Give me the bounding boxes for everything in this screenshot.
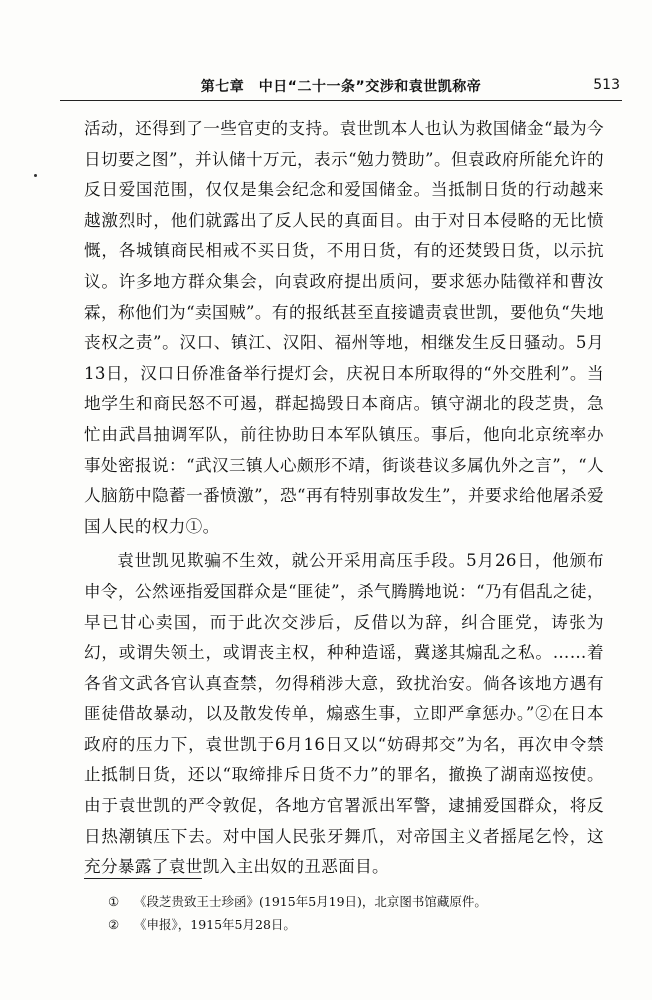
- running-header: [60, 74, 622, 101]
- footnotes: [108, 890, 608, 936]
- margin-speck: [34, 174, 37, 177]
- paragraph-2: 袁世凯见欺骗不生效，就公开采用高压手段。5月26日，他颁布申令，公然诬指爱国群众是“匪徒”，杀气腾腾地说：“乃有倡乱之徒，早已甘心卖国，而于此次交涉后，反借以为辞，纠合匪党，诪张为幻，或谓失领土，或谓丧主权，种种造谣，冀遂其煽乱之私。……着各省文武各官认真查禁，勿得稍涉大意，致扰治安。倘各该地方遇有匪徒借故暴动，以及散发传单，煽惑生事，立即严拿惩办。”②在日本政府的压力下，袁世凯于6月16日又以“妨碍邦交”为名，再次申令禁止抵制日货，还以“取缔排斥日货不力”的罪名，撤换了湖南巡按使。由于袁世凯的严令敦促，各地方官署派出军警，逮捕爱国群众，将反日热潮镇压下去。对中国人民张牙舞爪，对帝国主义者摇尾乞怜，这充分暴露了袁世凯入主出奴的丑恶面目。: [84, 551, 604, 877]
- footnote-text-1: 《段芝贵致王士珍函》(1915年5月19日)，北京图书馆藏原件。: [134, 894, 487, 909]
- footnote-1: [108, 890, 608, 913]
- paragraph-1: 活动，还得到了一些官吏的支持。袁世凯本人也认为救国储金“最为今日切要之图”，并认储十万元，表示“勉力赞助”。但袁政府所能允许的反日爱国范围，仅仅是集会纪念和爱国储金。当抵制日货的行动越来越激烈时，他们就露出了反人民的真面目。由于对日本侵略的无比愤慨，各城镇商民相戒不买日货，不用日货，有的还焚毁日货，以示抗议。许多地方群众集会，向袁政府提出质问，要求惩办陆徵祥和曹汝霖，称他们为“卖国贼”。有的报纸甚至直接谴责袁世凯，要他负“失地丧权之责”。汉口、镇江、汉阳、福州等地，相继发生反日骚动。5月13日，汉口日侨准备举行提灯会，庆祝日本所取得的“外交胜利”。当地学生和商民怒不可遏，群起捣毁日本商店。镇守湖北的段芝贵，急忙由武昌抽调军队，前往协助日本军队镇压。事后，他向北京统率办事处密报说：“武汉三镇人心颇形不靖，街谈巷议多属仇外之言”，“人人脑筋中隐蓄一番愤激”，恐“再有特别事故发生”，并要求给他屠杀爱国人民的权力①。: [84, 119, 604, 536]
- footnote-mark-2: ②: [108, 917, 120, 932]
- chapter-title: 第七章 中日“二十一条”交涉和袁世凯称帝: [200, 79, 482, 95]
- page-number: 513: [593, 77, 620, 93]
- footnote-mark-1: ①: [108, 894, 120, 909]
- footnote-text-2: 《申报》，1915年5月28日。: [134, 917, 296, 932]
- footnote-rule: [84, 878, 202, 879]
- footnote-2: [108, 913, 608, 936]
- body-text: [84, 114, 604, 883]
